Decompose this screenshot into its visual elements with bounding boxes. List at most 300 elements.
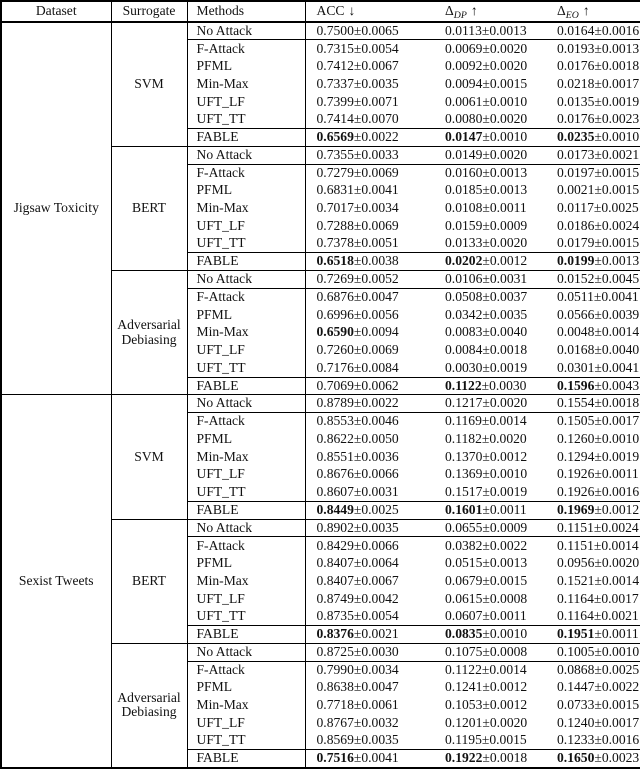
dp-mean: 0.0030 — [445, 359, 483, 375]
acc-std: ±0.0034 — [353, 661, 399, 677]
method-cell: Min-Max — [187, 572, 305, 590]
dp-std: ±0.0020 — [482, 146, 528, 162]
acc-mean: 0.8789 — [316, 395, 354, 411]
eo-mean: 0.1151 — [557, 519, 594, 535]
acc-mean: 0.8622 — [316, 430, 354, 446]
acc-value-cell — [305, 697, 434, 715]
dp-mean: 0.0615 — [445, 590, 483, 606]
dp-value-cell — [434, 590, 546, 608]
eo-mean: 0.0173 — [557, 146, 595, 162]
acc-std: ±0.0067 — [353, 58, 399, 74]
dp-mean: 0.0655 — [445, 519, 483, 535]
eo-std: ±0.0011 — [594, 626, 639, 642]
dp-value-cell — [434, 395, 546, 413]
dp-value-cell — [434, 555, 546, 573]
eo-mean: 0.0179 — [557, 235, 595, 251]
eo-mean: 0.1951 — [557, 626, 595, 642]
acc-mean: 0.7516 — [316, 750, 354, 766]
eo-mean: 0.1969 — [557, 501, 595, 517]
acc-mean: 0.7176 — [316, 359, 354, 375]
eo-value-cell — [546, 448, 640, 466]
dp-mean: 0.0094 — [445, 75, 483, 91]
col-header-acc — [305, 1, 434, 22]
dp-value-cell — [434, 93, 546, 111]
acc-value-cell — [305, 93, 434, 111]
dp-std: ±0.0012 — [482, 697, 528, 713]
dp-std: ±0.0013 — [482, 164, 528, 180]
dp-mean: 0.1201 — [445, 714, 483, 730]
acc-std: ±0.0069 — [353, 217, 399, 233]
acc-std: ±0.0069 — [353, 342, 399, 358]
eo-mean: 0.0199 — [557, 253, 595, 269]
eo-std: ±0.0012 — [594, 501, 640, 517]
dp-value-cell — [434, 288, 546, 306]
acc-std: ±0.0046 — [353, 413, 399, 429]
method-cell: No Attack — [187, 395, 305, 413]
dp-mean: 0.0080 — [445, 111, 483, 127]
dp-mean: 0.1053 — [445, 697, 483, 713]
col-header-methods-label: Methods — [196, 3, 245, 19]
dp-mean: 0.0185 — [445, 182, 483, 198]
method-cell: UFT_TT — [187, 484, 305, 502]
eo-value-cell — [546, 466, 640, 484]
acc-value-cell — [305, 271, 434, 289]
eo-value-cell — [546, 750, 640, 768]
eo-std: ±0.0025 — [593, 200, 639, 216]
dp-std: ±0.0020 — [482, 111, 528, 127]
eo-std: ±0.0010 — [594, 129, 640, 145]
acc-mean: 0.7414 — [316, 111, 354, 127]
dp-value-cell — [434, 235, 546, 253]
dp-value-cell — [434, 537, 546, 555]
dp-std: ±0.0020 — [482, 58, 528, 74]
eo-mean: 0.0164 — [557, 22, 595, 38]
dp-value-cell — [434, 182, 546, 200]
eo-std: ±0.0023 — [594, 111, 640, 127]
eo-value-cell — [546, 111, 640, 129]
eo-value-cell — [546, 324, 640, 342]
dp-std: ±0.0009 — [482, 519, 528, 535]
dp-std: ±0.0012 — [482, 679, 528, 695]
dp-std: ±0.0008 — [482, 590, 528, 606]
eo-std: ±0.0021 — [593, 608, 639, 624]
acc-value-cell — [305, 750, 434, 768]
dp-mean: 0.0108 — [445, 200, 483, 216]
method-cell: UFT_TT — [187, 359, 305, 377]
eo-std: ±0.0017 — [594, 714, 640, 730]
eo-std: ±0.0017 — [593, 590, 639, 606]
method-cell: No Attack — [187, 643, 305, 661]
col-header-eo-subscript: EO — [565, 9, 579, 21]
table-row — [1, 22, 640, 40]
acc-mean: 0.8449 — [316, 501, 354, 517]
dp-std: ±0.0008 — [482, 643, 528, 659]
dp-value-cell — [434, 679, 546, 697]
eo-mean: 0.1521 — [557, 572, 595, 588]
method-cell: UFT_TT — [187, 608, 305, 626]
acc-value-cell — [305, 537, 434, 555]
acc-mean: 0.6518 — [316, 253, 354, 269]
acc-value-cell — [305, 377, 434, 395]
acc-value-cell — [305, 679, 434, 697]
eo-value-cell — [546, 643, 640, 661]
acc-std: ±0.0041 — [353, 750, 399, 766]
dp-value-cell — [434, 750, 546, 768]
eo-mean: 0.1233 — [557, 732, 595, 748]
eo-mean: 0.1164 — [557, 590, 594, 606]
eo-mean: 0.0566 — [557, 306, 595, 322]
dp-mean: 0.1122 — [445, 661, 482, 677]
method-cell: FABLE — [187, 501, 305, 519]
eo-value-cell — [546, 484, 640, 502]
dp-mean: 0.1075 — [445, 643, 483, 659]
eo-value-cell — [546, 359, 640, 377]
method-cell: UFT_TT — [187, 111, 305, 129]
dp-mean: 0.0835 — [445, 626, 483, 642]
dp-std: ±0.0011 — [482, 501, 527, 517]
acc-value-cell — [305, 75, 434, 93]
eo-std: ±0.0016 — [594, 483, 640, 499]
eo-std: ±0.0019 — [594, 448, 640, 464]
eo-std: ±0.0024 — [594, 217, 640, 233]
dp-std: ±0.0012 — [482, 253, 528, 269]
acc-value-cell — [305, 182, 434, 200]
dp-mean: 0.1601 — [445, 501, 483, 517]
eo-value-cell — [546, 608, 640, 626]
dp-value-cell — [434, 697, 546, 715]
eo-value-cell — [546, 590, 640, 608]
acc-mean: 0.7990 — [316, 661, 354, 677]
eo-value-cell — [546, 626, 640, 644]
col-header-dataset-label: Dataset — [35, 3, 77, 19]
eo-value-cell — [546, 288, 640, 306]
eo-std: ±0.0015 — [594, 164, 640, 180]
eo-mean: 0.1505 — [557, 413, 595, 429]
dp-value-cell — [434, 359, 546, 377]
dp-mean: 0.0342 — [445, 306, 483, 322]
dp-mean: 0.0069 — [445, 40, 483, 56]
up-arrow-icon: ↑ — [470, 3, 478, 19]
dp-value-cell — [434, 484, 546, 502]
dp-mean: 0.0515 — [445, 555, 483, 571]
eo-std: ±0.0014 — [593, 537, 639, 553]
dp-std: ±0.0014 — [481, 413, 527, 429]
acc-std: ±0.0047 — [353, 679, 399, 695]
acc-mean: 0.8735 — [316, 608, 354, 624]
dp-std: ±0.0014 — [481, 661, 527, 677]
acc-std: ±0.0050 — [353, 430, 399, 446]
acc-std: ±0.0065 — [353, 22, 399, 38]
acc-value-cell — [305, 626, 434, 644]
eo-std: ±0.0016 — [594, 732, 640, 748]
acc-value-cell — [305, 288, 434, 306]
dp-value-cell — [434, 22, 546, 40]
eo-value-cell — [546, 572, 640, 590]
eo-value-cell — [546, 714, 640, 732]
dp-mean: 0.0061 — [445, 93, 483, 109]
dp-mean: 0.0106 — [445, 271, 483, 287]
acc-std: ±0.0056 — [353, 306, 399, 322]
dp-value-cell — [434, 75, 546, 93]
acc-std: ±0.0034 — [353, 200, 399, 216]
eo-mean: 0.0235 — [557, 129, 595, 145]
method-cell: UFT_LF — [187, 466, 305, 484]
eo-mean: 0.1294 — [557, 448, 595, 464]
dp-std: ±0.0037 — [482, 289, 528, 305]
eo-value-cell — [546, 679, 640, 697]
dp-mean: 0.0202 — [445, 253, 483, 269]
dp-mean: 0.1169 — [445, 413, 482, 429]
dp-std: ±0.0020 — [482, 235, 528, 251]
acc-std: ±0.0032 — [353, 714, 399, 730]
dataset-cell: Sexist Tweets — [1, 395, 111, 768]
acc-std: ±0.0070 — [353, 111, 399, 127]
acc-value-cell — [305, 643, 434, 661]
method-cell: UFT_LF — [187, 217, 305, 235]
eo-std: ±0.0017 — [594, 413, 640, 429]
eo-std: ±0.0039 — [594, 306, 640, 322]
method-cell: F-Attack — [187, 288, 305, 306]
acc-mean: 0.7355 — [316, 146, 354, 162]
acc-value-cell — [305, 217, 434, 235]
eo-mean: 0.0733 — [557, 697, 595, 713]
dp-value-cell — [434, 466, 546, 484]
dp-value-cell — [434, 271, 546, 289]
eo-mean: 0.1447 — [557, 679, 595, 695]
dp-std: ±0.0010 — [482, 129, 528, 145]
dp-value-cell — [434, 643, 546, 661]
acc-value-cell — [305, 306, 434, 324]
dp-mean: 0.0084 — [445, 342, 483, 358]
acc-mean: 0.7260 — [316, 342, 354, 358]
acc-mean: 0.7069 — [316, 377, 354, 393]
method-cell: F-Attack — [187, 661, 305, 679]
acc-mean: 0.7288 — [316, 217, 354, 233]
dp-mean: 0.1182 — [445, 430, 482, 446]
acc-mean: 0.8407 — [316, 572, 354, 588]
eo-std: ±0.0010 — [594, 643, 640, 659]
eo-value-cell — [546, 182, 640, 200]
eo-std: ±0.0013 — [594, 40, 640, 56]
method-cell: F-Attack — [187, 40, 305, 58]
dp-value-cell — [434, 164, 546, 182]
acc-std: ±0.0067 — [353, 572, 399, 588]
dp-mean: 0.0149 — [445, 146, 483, 162]
eo-value-cell — [546, 537, 640, 555]
acc-mean: 0.8551 — [316, 448, 354, 464]
dp-value-cell — [434, 608, 546, 626]
acc-std: ±0.0064 — [353, 555, 399, 571]
eo-std: ±0.0041 — [593, 289, 639, 305]
surrogate-cell: Adversarial Debiasing — [111, 643, 187, 768]
acc-value-cell — [305, 732, 434, 750]
acc-std: ±0.0035 — [353, 732, 399, 748]
dp-std: ±0.0011 — [482, 200, 527, 216]
dp-value-cell — [434, 129, 546, 147]
dp-std: ±0.0011 — [482, 608, 527, 624]
eo-mean: 0.0511 — [557, 289, 594, 305]
eo-value-cell — [546, 555, 640, 573]
eo-std: ±0.0015 — [594, 235, 640, 251]
dp-std: ±0.0013 — [482, 555, 528, 571]
acc-value-cell — [305, 395, 434, 413]
dp-value-cell — [434, 501, 546, 519]
eo-mean: 0.0152 — [557, 271, 595, 287]
acc-mean: 0.7315 — [316, 40, 354, 56]
method-cell: PFML — [187, 430, 305, 448]
acc-mean: 0.8638 — [316, 679, 354, 695]
eo-std: ±0.0020 — [594, 555, 640, 571]
dp-value-cell — [434, 661, 546, 679]
col-header-dp-subscript: DP — [453, 9, 467, 21]
eo-mean: 0.1005 — [557, 643, 595, 659]
dp-std: ±0.0040 — [482, 324, 528, 340]
dp-value-cell — [434, 732, 546, 750]
acc-mean: 0.8676 — [316, 466, 354, 482]
eo-mean: 0.1151 — [557, 537, 594, 553]
eo-value-cell — [546, 430, 640, 448]
acc-value-cell — [305, 342, 434, 360]
eo-value-cell — [546, 146, 640, 164]
dp-value-cell — [434, 430, 546, 448]
eo-value-cell — [546, 93, 640, 111]
eo-mean: 0.1926 — [557, 466, 595, 482]
eo-value-cell — [546, 75, 640, 93]
dp-std: ±0.0010 — [482, 466, 528, 482]
eo-std: ±0.0024 — [593, 519, 639, 535]
acc-mean: 0.8725 — [316, 643, 354, 659]
acc-value-cell — [305, 413, 434, 431]
dp-std: ±0.0018 — [482, 750, 528, 766]
eo-std: ±0.0022 — [594, 679, 640, 695]
surrogate-cell: BERT — [111, 519, 187, 643]
acc-std: ±0.0022 — [353, 395, 399, 411]
method-cell: Min-Max — [187, 324, 305, 342]
acc-std: ±0.0054 — [353, 40, 399, 56]
acc-mean: 0.8749 — [316, 590, 354, 606]
method-cell: UFT_LF — [187, 93, 305, 111]
eo-value-cell — [546, 306, 640, 324]
dp-mean: 0.0083 — [445, 324, 483, 340]
acc-value-cell — [305, 448, 434, 466]
dp-value-cell — [434, 58, 546, 76]
acc-std: ±0.0036 — [353, 448, 399, 464]
eo-std: ±0.0015 — [594, 182, 640, 198]
acc-std: ±0.0054 — [353, 608, 399, 624]
method-cell: PFML — [187, 306, 305, 324]
acc-mean: 0.7378 — [316, 235, 354, 251]
eo-std: ±0.0043 — [594, 377, 640, 393]
col-header-methods — [187, 1, 305, 22]
table-row — [1, 395, 640, 413]
acc-mean: 0.6590 — [316, 324, 354, 340]
dp-std: ±0.0020 — [482, 40, 528, 56]
eo-value-cell — [546, 22, 640, 40]
dp-std: ±0.0010 — [482, 626, 528, 642]
dp-mean: 0.1517 — [445, 483, 483, 499]
eo-mean: 0.0956 — [557, 555, 595, 571]
acc-value-cell — [305, 466, 434, 484]
acc-mean: 0.7279 — [316, 164, 354, 180]
acc-mean: 0.6831 — [316, 182, 354, 198]
eo-value-cell — [546, 200, 640, 218]
dp-mean: 0.1195 — [445, 732, 482, 748]
acc-mean: 0.8569 — [316, 732, 354, 748]
dp-std: ±0.0030 — [481, 377, 527, 393]
acc-value-cell — [305, 572, 434, 590]
eo-mean: 0.1926 — [557, 483, 595, 499]
acc-mean: 0.8767 — [316, 714, 354, 730]
acc-value-cell — [305, 22, 434, 40]
method-cell: F-Attack — [187, 413, 305, 431]
eo-std: ±0.0016 — [594, 22, 640, 38]
down-arrow-icon: ↓ — [348, 3, 356, 19]
eo-std: ±0.0010 — [594, 430, 640, 446]
eo-mean: 0.0176 — [557, 58, 595, 74]
eo-std: ±0.0014 — [594, 572, 640, 588]
dataset-cell: Jigsaw Toxicity — [1, 22, 111, 395]
acc-std: ±0.0052 — [353, 271, 399, 287]
acc-value-cell — [305, 359, 434, 377]
dp-std: ±0.0013 — [482, 182, 528, 198]
method-cell: PFML — [187, 182, 305, 200]
dp-mean: 0.0382 — [445, 537, 483, 553]
dp-std: ±0.0031 — [482, 271, 528, 287]
acc-mean: 0.8429 — [316, 537, 354, 553]
dp-std: ±0.0035 — [482, 306, 528, 322]
acc-std: ±0.0051 — [353, 235, 399, 251]
acc-value-cell — [305, 200, 434, 218]
dp-std: ±0.0015 — [481, 732, 527, 748]
acc-std: ±0.0069 — [353, 164, 399, 180]
surrogate-cell: SVM — [111, 22, 187, 146]
acc-mean: 0.7412 — [316, 58, 354, 74]
dp-mean: 0.0159 — [445, 217, 483, 233]
col-header-dataset — [1, 1, 111, 22]
method-cell: No Attack — [187, 22, 305, 40]
dp-std: ±0.0018 — [482, 342, 528, 358]
acc-std: ±0.0084 — [353, 359, 399, 375]
eo-mean: 0.0193 — [557, 40, 595, 56]
acc-std: ±0.0041 — [353, 182, 399, 198]
surrogate-cell: Adversarial Debiasing — [111, 271, 187, 395]
dp-std: ±0.0019 — [482, 483, 528, 499]
acc-std: ±0.0022 — [353, 129, 399, 145]
dp-value-cell — [434, 342, 546, 360]
method-cell: PFML — [187, 555, 305, 573]
dp-mean: 0.1370 — [445, 448, 483, 464]
dp-std: ±0.0015 — [482, 75, 528, 91]
dp-mean: 0.0160 — [445, 164, 483, 180]
eo-value-cell — [546, 697, 640, 715]
acc-mean: 0.8553 — [316, 413, 354, 429]
header-row — [1, 1, 640, 22]
method-cell: UFT_LF — [187, 590, 305, 608]
dp-std: ±0.0020 — [482, 395, 528, 411]
method-cell: FABLE — [187, 377, 305, 395]
dp-value-cell — [434, 448, 546, 466]
acc-value-cell — [305, 555, 434, 573]
acc-mean: 0.7399 — [316, 93, 354, 109]
acc-value-cell — [305, 430, 434, 448]
eo-value-cell — [546, 395, 640, 413]
acc-value-cell — [305, 714, 434, 732]
eo-value-cell — [546, 377, 640, 395]
eo-mean: 0.0218 — [557, 75, 595, 91]
dp-value-cell — [434, 200, 546, 218]
acc-mean: 0.7017 — [316, 200, 354, 216]
method-cell: PFML — [187, 679, 305, 697]
